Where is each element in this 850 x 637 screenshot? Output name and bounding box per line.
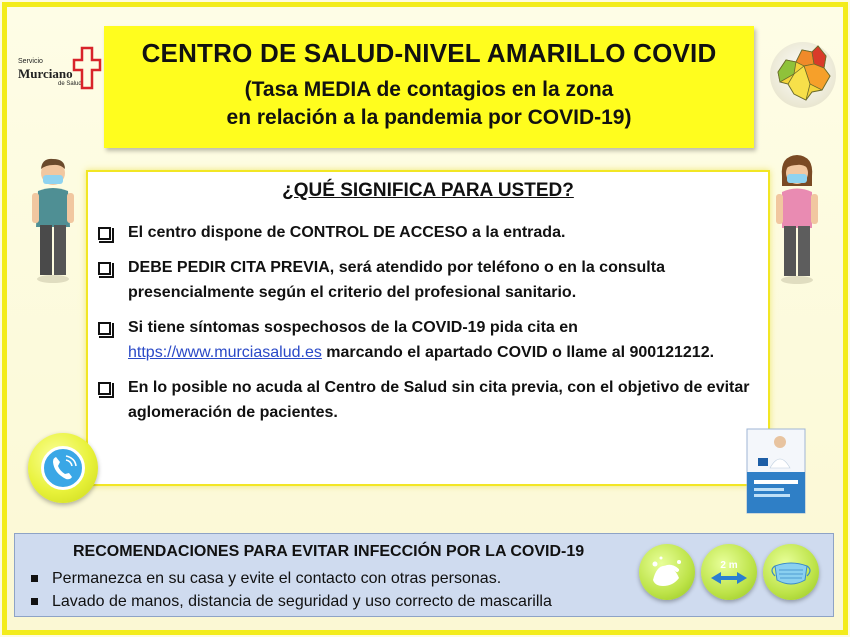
checkbox-icon: [98, 322, 111, 335]
info-panel: [86, 170, 770, 486]
list-item: [98, 259, 758, 305]
list-item: [98, 319, 758, 365]
list-item-text-after: marcando el apartado COVID o llame al 900121212.: [321, 344, 715, 361]
bullet-icon: [31, 598, 38, 605]
mask-icon: [763, 544, 819, 600]
recommendation-icons: [639, 544, 819, 606]
hand-washing-icon: [639, 544, 695, 600]
title-line1: CENTRO DE SALUD-NIVEL AMARILLO COVID: [141, 38, 717, 68]
title-banner: [104, 26, 754, 148]
bullet-icon: [31, 575, 38, 582]
checkbox-icon: [98, 262, 111, 275]
list-item-text: [128, 315, 758, 365]
title-line3: en relación a la pandemia por COVID-19): [226, 106, 632, 129]
recommendations-panel: [14, 533, 834, 617]
list-item: [98, 379, 758, 425]
list-item-text: En lo posible no acuda al Centro de Salud sin cita previa, con el objetivo de evitar aglomeración de pacientes.: [128, 379, 750, 421]
logo-line3: de Salud: [58, 81, 82, 87]
checkbox-icon: [98, 382, 111, 395]
recommendation-item: [31, 567, 552, 590]
distance-icon: [701, 544, 757, 600]
recommendation-text: Lavado de manos, distancia de seguridad y uso correcto de mascarilla: [52, 593, 552, 610]
list-item-text: DEBE PEDIR CITA PREVIA, será atendido por teléfono o en la consulta presencialmente según el criterio del profesional sanitario.: [128, 259, 665, 301]
list-item-text: El centro dispone de CONTROL DE ACCESO a la entrada.: [128, 224, 566, 241]
logo-line1: Servicio: [18, 58, 43, 65]
phone-icon-inner: [41, 446, 85, 490]
recommendation-text: Permanezca en su casa y evite el contacto con otras personas.: [52, 570, 502, 587]
distance-label: 2 m: [720, 560, 738, 571]
logo-cross-icon: [72, 46, 102, 90]
list-item-text-before: Si tiene síntomas sospechosos de la COVID-19 pida cita en: [128, 319, 578, 336]
info-list: [98, 224, 758, 439]
title-line2: (Tasa MEDIA de contagios en la zona: [244, 78, 614, 101]
logo-line2: Murciano: [18, 66, 73, 81]
sms-logo: [14, 44, 104, 98]
phone-handset-icon: [44, 449, 82, 487]
info-heading: ¿QUÉ SIGNIFICA PARA USTED?: [282, 180, 574, 201]
recommendation-item: [31, 590, 552, 613]
region-map-icon: [768, 38, 838, 110]
checkbox-icon: [98, 227, 111, 240]
woman-with-mask-icon: [772, 152, 822, 286]
recommendations-title: RECOMENDACIONES PARA EVITAR INFECCIÓN POR LA COVID-19: [73, 543, 585, 560]
man-with-mask-icon: [28, 155, 78, 285]
phone-icon: [28, 433, 98, 503]
brochure-icon: [746, 428, 806, 514]
list-item: [98, 224, 758, 245]
murciasalud-link[interactable]: https://www.murciasalud.es: [128, 344, 322, 361]
recommendations-list: [31, 567, 552, 613]
